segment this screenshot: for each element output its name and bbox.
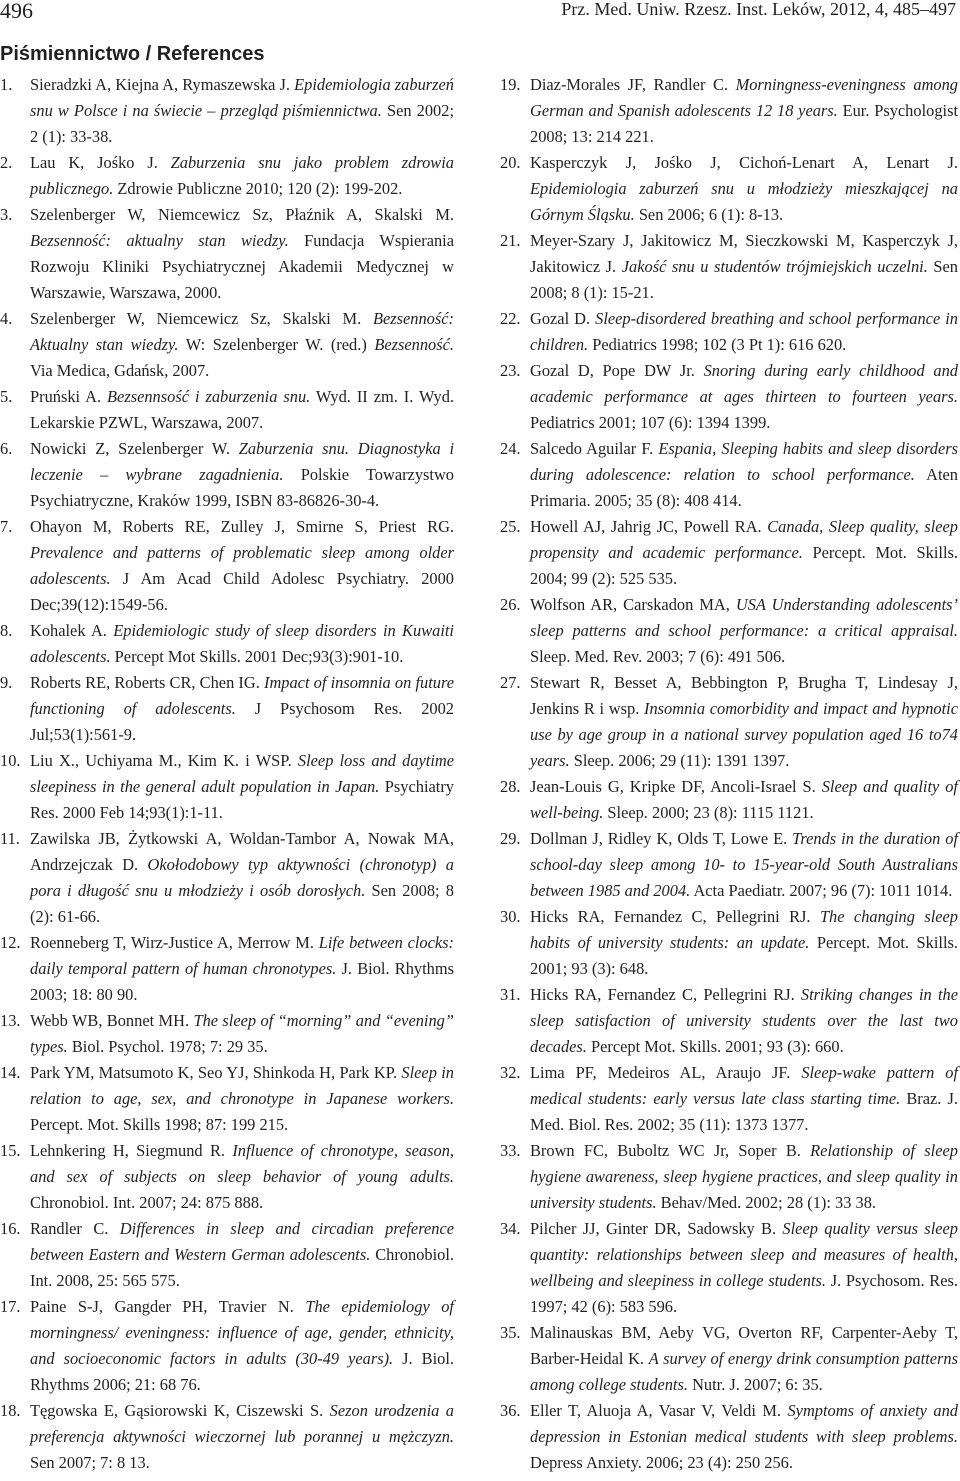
reference-number: 35. (500, 1323, 521, 1342)
reference-source: Sen 2007; 7: 8 13. (30, 1453, 150, 1472)
reference-item (500, 1216, 958, 1320)
reference-title: Bezsenność. (374, 335, 454, 354)
reference-source: Via Medica, Gdańsk, 2007. (30, 361, 210, 380)
reference-item (500, 826, 958, 904)
reference-number: 15. (0, 1141, 21, 1160)
reference-source: J Psychosom Res. 2002 Jul;53(1):561-9. (30, 699, 454, 744)
reference-authors: Lau K, Jośko J. (30, 153, 171, 172)
reference-item (0, 930, 454, 1008)
reference-authors: Hicks RA, Fernandez C, Pellegrini RJ. (530, 985, 801, 1004)
reference-source: Nutr. J. 2007; 6: 35. (687, 1375, 823, 1394)
reference-title: Zaburzenia snu jako problem zdrowia publicznego. (30, 153, 454, 198)
reference-title: Jakość snu u studentów trójmiejskich uczelni. (621, 257, 928, 276)
section-title: Piśmiennictwo / References (0, 43, 265, 65)
reference-title: Sleep-disordered breathing and school performance in children. (530, 309, 959, 354)
reference-authors: Pruński A. (30, 387, 108, 406)
reference-number: 16. (0, 1219, 21, 1238)
reference-item (500, 72, 958, 150)
reference-number: 19. (500, 75, 521, 94)
reference-number: 18. (0, 1401, 21, 1420)
reference-item (500, 306, 958, 358)
reference-authors: Salcedo Aguilar F. (530, 439, 659, 458)
reference-title: A survey of energy drink consumption patterns among college students. (530, 1349, 958, 1394)
reference-item (0, 748, 454, 826)
reference-authors: Sieradzki A, Kiejna A, Rymaszewska J. (30, 75, 295, 94)
reference-number: 32. (500, 1063, 521, 1082)
reference-title: Prevalence and patterns of problematic sleep among older adolescents. (30, 543, 454, 588)
reference-number: 33. (500, 1141, 521, 1160)
reference-number: 7. (0, 517, 13, 536)
reference-item (500, 1060, 958, 1138)
reference-authors: Jean-Louis G, Kripke DF, Ancoli-Israel S. (530, 777, 822, 796)
reference-number: 12. (0, 933, 21, 952)
references-left-column (0, 72, 454, 1476)
reference-item (500, 514, 958, 592)
reference-source: J. Biol. Rhythms 2003; 18: 80 90. (30, 959, 454, 1004)
reference-source: Percept. Mot. Skills. 2004; 99 (2): 525 535. (530, 543, 958, 588)
reference-source: Fundacja Wspierania Rozwoju Kliniki Psychiatrycznej Akademii Medycznej w Warszawie, Warszawa, 2000. (30, 231, 454, 302)
reference-title: The sleep of “morning” and “evening” types. (30, 1011, 454, 1056)
reference-authors: Kasperczyk J, Jośko J, Cichoń-Lenart A, Lenart J. (530, 153, 958, 172)
reference-source: Sleep. 2000; 23 (8): 1115 1121. (603, 803, 814, 822)
reference-number: 3. (0, 205, 13, 224)
reference-source: Wyd. II zm. I. Wyd. Lekarskie PZWL, Warszawa, 2007. (30, 387, 454, 432)
reference-item (500, 982, 958, 1060)
reference-title: The changing sleep habits of university students: an update. (530, 907, 958, 952)
reference-authors: Roberts RE, Roberts CR, Chen IG. (30, 673, 264, 692)
reference-title: Sleep in relation to age, sex, and chronotype in Japanese workers. (30, 1063, 454, 1108)
reference-source: Sleep. Med. Rev. 2003; 7 (6): 491 506. (530, 647, 786, 666)
reference-authors: Dollman J, Ridley K, Olds T, Lowe E. (530, 829, 793, 848)
reference-authors: Szelenberger W, Niemcewicz Sz, Płaźnik A, Skalski M. (30, 205, 454, 224)
reference-number: 4. (0, 309, 13, 328)
reference-authors: Gozal D. (530, 309, 596, 328)
reference-title: Sleep-wake pattern of medical students: early versus late class starting time. (530, 1063, 958, 1108)
reference-number: 14. (0, 1063, 21, 1082)
reference-authors: Brown FC, Buboltz WC Jr, Soper B. (530, 1141, 811, 1160)
reference-number: 34. (500, 1219, 521, 1238)
reference-title: Bezsenność: aktualny stan wiedzy. (30, 231, 289, 250)
reference-number: 31. (500, 985, 521, 1004)
reference-authors: Szelenberger W, Niemcewicz Sz, Skalski M. (30, 309, 373, 328)
reference-title: Bezsenność: Aktualny stan wiedzy. (30, 309, 454, 354)
reference-authors: Ohayon M, Roberts RE, Zulley J, Smirne S, Priest RG. (30, 517, 454, 536)
reference-title: Zaburzenia snu. Diagnostyka i leczenie – wybrane zagadnienia. (30, 439, 454, 484)
reference-authors: Wolfson AR, Carskadon MA, (530, 595, 736, 614)
reference-source: Pediatrics 2001; 107 (6): 1394 1399. (530, 413, 771, 432)
reference-source: Percept Mot. Skills. 2001; 93 (3): 660. (586, 1037, 844, 1056)
reference-title: Influence of chronotype, season, and sex of subjects on sleep behavior of young adults. (30, 1141, 454, 1186)
reference-source: Sleep. 2006; 29 (11): 1391 1397. (569, 751, 790, 770)
reference-item (0, 72, 454, 150)
reference-authors: Park YM, Matsumoto K, Seo YJ, Shinkoda H, Park KP. (30, 1063, 402, 1082)
reference-number: 23. (500, 361, 521, 380)
reference-title: Sleep loss and daytime sleepiness in the general adult population in Japan. (30, 751, 455, 796)
reference-title: Symptoms of anxiety and depression in Estonian medical students with sleep problems. (530, 1401, 958, 1446)
reference-item (0, 202, 454, 306)
reference-source: Percept Mot Skills. 2001 Dec;93(3):901-10. (110, 647, 404, 666)
reference-authors: Stewart R, Besset A, Bebbington P, Brugha T, Lindesay J, Jenkins R i wsp. (530, 673, 958, 718)
reference-source: Percept. Mot. Skills 1998; 87: 199 215. (30, 1115, 289, 1134)
reference-title: Epidemiologia zaburzeń snu w Polsce i na świecie – przegląd piśmiennictwa. (30, 75, 454, 120)
reference-title: Snoring during early childhood and academic performance at ages thirteen to fourteen years. (530, 361, 958, 406)
page-number: 496 (0, 0, 33, 23)
reference-title: Epidemiologic study of sleep disorders in Kuwaiti adolescents. (30, 621, 454, 666)
reference-item (0, 826, 454, 930)
reference-title: Relationship of sleep hygiene awareness, sleep hygiene practices, and sleep quality in university students. (530, 1141, 958, 1212)
reference-item (0, 306, 454, 384)
reference-number: 22. (500, 309, 521, 328)
reference-number: 17. (0, 1297, 21, 1316)
reference-item (0, 1216, 454, 1294)
reference-item (0, 1138, 454, 1216)
reference-authors: Eller T, Aluoja A, Vasar V, Veldi M. (530, 1401, 788, 1420)
reference-item (500, 1138, 958, 1216)
reference-title: Okołodobowy typ aktywności (chronotyp) a pora i długość snu u młodzieży i osób dorosłych. (30, 855, 454, 900)
reference-item (0, 514, 454, 618)
reference-item (0, 1398, 454, 1476)
reference-source: J Am Acad Child Adolesc Psychiatry. 2000 Dec;39(12):1549-56. (30, 569, 454, 614)
reference-source: Polskie Towarzystwo Psychiatryczne, Kraków 1999, ISBN 83-86826-30-4. (30, 465, 454, 510)
reference-source: Chronobiol. Int. 2008, 25: 565 575. (30, 1245, 454, 1290)
reference-title: Sleep and quality of well-being. (530, 777, 958, 822)
reference-number: 1. (0, 75, 13, 94)
reference-number: 30. (500, 907, 521, 926)
reference-item (500, 150, 958, 228)
reference-authors: Diaz-Morales JF, Randler C. (530, 75, 736, 94)
reference-number: 11. (0, 829, 20, 848)
reference-source: Sen 2008; 8 (1): 15-21. (530, 257, 959, 302)
reference-authors: Tęgowska E, Gąsiorowski K, Ciszewski S. (30, 1401, 330, 1420)
reference-item (500, 1320, 958, 1398)
reference-authors: Lehnkering H, Siegmund R. (30, 1141, 233, 1160)
reference-number: 10. (0, 751, 21, 770)
reference-authors: Webb WB, Bonnet MH. (30, 1011, 194, 1030)
reference-source: Sen 2002; 2 (1): 33-38. (30, 101, 454, 146)
reference-authors: Meyer-Szary J, Jakitowicz M, Sieczkowski M, Kasperczyk J, Jakitowicz J. (530, 231, 958, 276)
reference-number: 8. (0, 621, 13, 640)
reference-authors: Roenneberg T, Wirz-Justice A, Merrow M. (30, 933, 319, 952)
reference-item (500, 436, 958, 514)
reference-source: Eur. Psychologist 2008; 13: 214 221. (530, 101, 958, 146)
reference-authors: Kohalek A. (30, 621, 114, 640)
reference-title: Striking changes in the sleep satisfaction of university students over the last two decades. (530, 985, 958, 1056)
reference-title: Bezsennsość i zaburzenia snu. (107, 387, 311, 406)
reference-item (500, 670, 958, 774)
reference-number: 26. (500, 595, 521, 614)
reference-title: Trends in the duration of school-day sleep among 10- to 15-year-old South Australians between 1985 and 2004. (530, 829, 959, 900)
reference-title: Impact of insomnia on future functioning of adolescents. (30, 673, 454, 718)
reference-source: Aten Primaria. 2005; 35 (8): 408 414. (530, 465, 958, 510)
reference-item (0, 150, 454, 202)
reference-source: J. Biol. Rhythms 2006; 21: 68 76. (30, 1349, 454, 1394)
reference-source: Zdrowie Publiczne 2010; 120 (2): 199-202. (113, 179, 403, 198)
reference-authors: Hicks RA, Fernandez C, Pellegrini RJ. (530, 907, 820, 926)
reference-item (500, 1398, 958, 1476)
reference-authors: Gozal D, Pope DW Jr. (530, 361, 704, 380)
reference-item (0, 670, 454, 748)
reference-authors: Liu X., Uchiyama M., Kim K. i WSP. (30, 751, 298, 770)
reference-title: Morningness-eveningness among German and Spanish adolescents 12 18 years. (530, 75, 958, 120)
reference-number: 9. (0, 673, 13, 692)
reference-authors: Malinauskas BM, Aeby VG, Overton RF, Carpenter-Aeby T, Barber-Heidal K. (530, 1323, 958, 1368)
references-right-column (500, 72, 958, 1476)
reference-number: 36. (500, 1401, 521, 1420)
reference-number: 2. (0, 153, 13, 172)
reference-source: Braz. J. Med. Biol. Res. 2002; 35 (11): 1373 1377. (530, 1089, 958, 1134)
reference-number: 27. (500, 673, 521, 692)
reference-item (500, 358, 958, 436)
reference-authors: Paine S-J, Gangder PH, Travier N. (30, 1297, 306, 1316)
reference-authors: Zawilska JB, Żytkowski A, Woldan-Tambor A, Nowak MA, Andrzejczak D. (30, 829, 454, 874)
reference-item (0, 436, 454, 514)
reference-title: Insomnia comorbidity and impact and hypnotic use by age group in a national survey population aged 16 to74 years. (530, 699, 958, 770)
reference-title: Differences in sleep and circadian preference between Eastern and Western German adolescents. (30, 1219, 454, 1264)
reference-item (500, 592, 958, 670)
reference-item (500, 904, 958, 982)
reference-item (0, 1008, 454, 1060)
reference-title: Sleep quality versus sleep quantity: relationships between sleep and measures of health, wellbeing and sleepiness in college students. (530, 1219, 958, 1290)
reference-number: 13. (0, 1011, 21, 1030)
reference-source: Pediatrics 1998; 102 (3 Pt 1): 616 620. (588, 335, 847, 354)
reference-number: 6. (0, 439, 13, 458)
reference-number: 24. (500, 439, 521, 458)
reference-title: Sezon urodzenia a preferencja aktywności wieczornej lub porannej u mężczyzn. (30, 1401, 454, 1446)
reference-source: Sen 2006; 6 (1): 8-13. (634, 205, 784, 224)
reference-source: Depress Anxiety. 2006; 23 (4): 250 256. (530, 1453, 793, 1472)
reference-number: 28. (500, 777, 521, 796)
reference-authors: Howell AJ, Jahrig JC, Powell RA. (530, 517, 768, 536)
reference-item (0, 1294, 454, 1398)
reference-title: Life between clocks: daily temporal pattern of human chronotypes. (30, 933, 454, 978)
reference-source: W: Szelenberger W. (red.) (178, 335, 375, 354)
reference-authors: Pilcher JJ, Ginter DR, Sadowsky B. (530, 1219, 783, 1238)
reference-number: 29. (500, 829, 521, 848)
reference-title: Espania, Sleeping habits and sleep disorders during adolescence: relation to school performance. (530, 439, 958, 484)
reference-authors: Nowicki Z, Szelenberger W. (30, 439, 239, 458)
reference-title: USA Understanding adolescents’ sleep patterns and school performance: a critical appraisal. (530, 595, 958, 640)
reference-source: Psychiatry Res. 2000 Feb 14;93(1):1-11. (30, 777, 454, 822)
reference-item (0, 384, 454, 436)
reference-item (0, 618, 454, 670)
reference-number: 21. (500, 231, 521, 250)
journal-citation: Prz. Med. Uniw. Rzesz. Inst. Leków, 2012, 4, 485–497 (561, 0, 956, 19)
reference-number: 20. (500, 153, 521, 172)
reference-source: Acta Paediatr. 2007; 96 (7): 1011 1014. (690, 881, 953, 900)
reference-source: J. Psychosom. Res. 1997; 42 (6): 583 596. (530, 1271, 958, 1316)
reference-title: The epidemiology of morningness/ eveningness: influence of age, gender, ethnicity, and socioeconomic factors in adults (30-49 years). (30, 1297, 454, 1368)
reference-title: Canada, Sleep quality, sleep propensity and academic performance. (530, 517, 959, 562)
reference-source: Biol. Psychol. 1978; 7: 29 35. (67, 1037, 268, 1056)
reference-source: Percept. Mot. Skills. 2001; 93 (3): 648. (530, 933, 958, 978)
reference-item (500, 774, 958, 826)
reference-source: Behav/Med. 2002; 28 (1): 33 38. (656, 1193, 876, 1212)
reference-number: 5. (0, 387, 13, 406)
reference-item (0, 1060, 454, 1138)
reference-title: Epidemiologia zaburzeń snu u młodzieży mieszkającej na Górnym Śląsku. (530, 179, 958, 224)
reference-number: 25. (500, 517, 521, 536)
reference-item (500, 228, 958, 306)
reference-source: Sen 2008; 8 (2): 61-66. (30, 881, 454, 926)
reference-authors: Randler C. (30, 1219, 120, 1238)
reference-authors: Lima PF, Medeiros AL, Araujo JF. (530, 1063, 802, 1082)
reference-source: Chronobiol. Int. 2007; 24: 875 888. (30, 1193, 264, 1212)
